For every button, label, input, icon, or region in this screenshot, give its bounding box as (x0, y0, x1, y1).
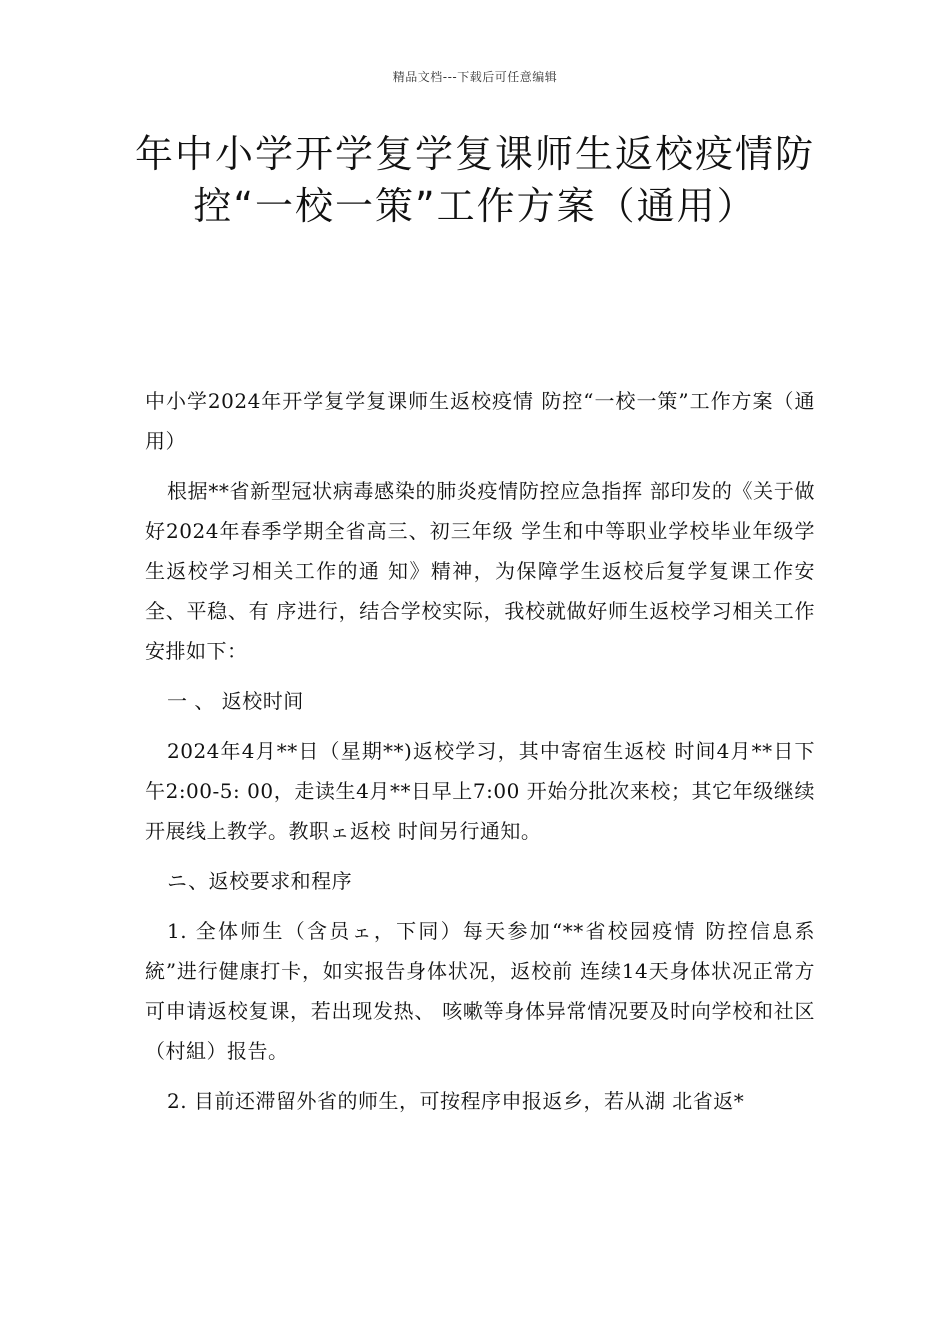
title-line-1: 年中小学开学复学复课师生返校疫情防 (134, 132, 815, 176)
basis-paragraph: 根据**省新型冠状病毒感染的肺炎疫情防控应急指挥 部印发的《关于做好2024年春季学期全省高三、初三年级 学生和中等职业学校毕业年级学生返校学习相关工作的通 知》精神，为保障学生返校后复学复课工作安全、平稳、有 序进行，结合学校实际，我校就做好师生返校学习相关工作 安排如下： (145, 479, 815, 663)
section-heading-requirements: ニ、返校要求和程序 (167, 869, 353, 893)
requirement-item-1: 1. 全体师生（含员ェ，下同）每天参加“**省校园疫情 防控信息系統”进行健康打卡，如实报告身体状况，返校前 连续14天身体状况正常方可申请返校复课，若出现发热、 咳嗽等身体异常情况要及时向学校和社区（村組）报告。 (145, 919, 815, 1063)
header-note: 精品文档---下载后可任意编辑 (392, 70, 558, 84)
intro-paragraph: 中小学2024年开学复学复课师生返校疫情 防控“一校一策”工作方案（通用） (145, 389, 815, 453)
section-heading-return-time: 一 、 返校时间 (167, 689, 304, 713)
document-body (145, 381, 815, 1131)
return-time-paragraph: 2024年4月**日（星期**)返校学习，其中寄宿生返校 时间4月**日下午2:00-5: 00，走读生4月**日早上7:00 开始分批次来校；其它年级继续开展线上教学。教职ェ返校 时间另行通知。 (145, 739, 815, 843)
document-title (120, 128, 830, 232)
requirement-item-2: 2. 目前还滞留外省的师生，可按程序申报返乡，若从湖 北省返* (167, 1089, 745, 1113)
title-line-2: 控“一校一策”工作方案（通用） (193, 184, 757, 228)
